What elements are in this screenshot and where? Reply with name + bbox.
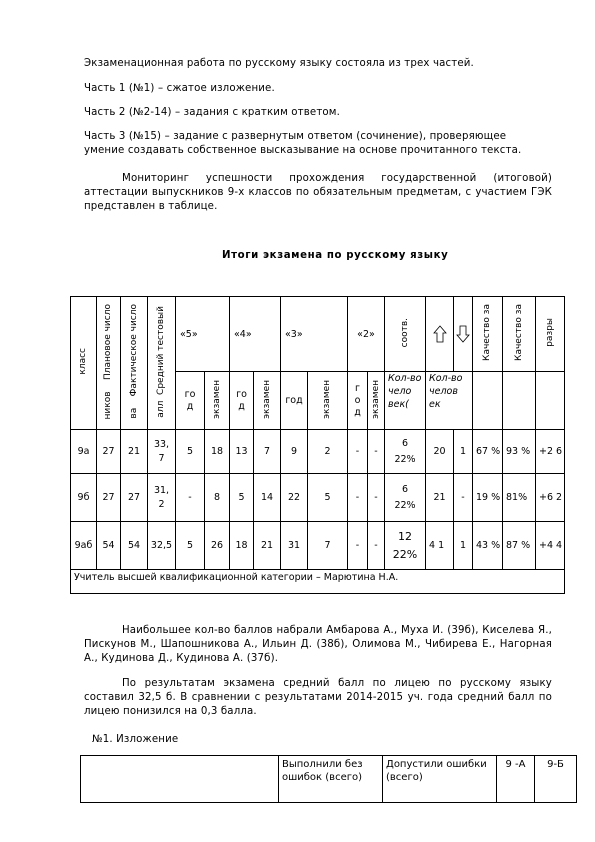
cell-up: 21 [426,474,454,522]
table-caption: Итоги экзамена по русскому языку [222,250,449,261]
header-match: соотв. [385,297,426,372]
header-actual: ва Фактическое число [121,297,148,430]
empty-cell [536,372,565,430]
cell-class: 9аб [71,522,97,570]
header-down-arrow [454,297,473,372]
cell-match: 6 22% [385,474,426,522]
cell-g3-year: 22 [281,474,308,522]
header-difference: разры [536,297,565,372]
top-scorers-paragraph: Наибольшее кол-во баллов набрали Амбарова А., Муха И. (39б), Киселева Я., Пискунов М., Шапошникова А., Ильин Д. (38б), Олимова М., Чибирева Е., Нагорная А., Кудинова Д., Кудинова А. (37б). [84,625,552,664]
cell-actual: 27 [121,474,148,522]
subheader-year: го д [176,372,205,430]
header-grade-5: «5» [176,297,230,372]
section-title: №1. Изложение [92,734,179,745]
cell-avg: 33,7 [148,430,176,474]
subheader-year: г о д [348,372,368,430]
cell-actual: 21 [121,430,148,474]
cell-match: 12 22% [385,522,426,570]
cell-quality-1: 19 % [473,474,503,522]
cell-down: - [454,474,473,522]
cell-g4-exam: 14 [254,474,281,522]
down-arrow-icon [456,325,470,343]
cell-down: 1 [454,522,473,570]
cell-actual: 54 [121,522,148,570]
errors-table [80,755,577,803]
subheader-year: год [281,372,308,430]
average-score-paragraph: По результатам экзамена средний балл по лицею по русскому языку составил 32,5 б. В сравнении с результатами 2014-2015 уч. года средний балл по лицею понизился на 0,3 балла. [84,678,552,717]
cell-g3-year: 9 [281,430,308,474]
header-class-9a: 9 -А [497,756,535,803]
cell-g3-exam: 5 [308,474,348,522]
cell-g5-exam: 8 [205,474,230,522]
cell-planned: 27 [97,430,121,474]
results-table [70,296,565,594]
empty-cell [81,756,279,803]
subheader-exam: экзамен [368,372,385,430]
cell-avg: 31,2 [148,474,176,522]
cell-g2-year: - [348,474,368,522]
header-quality-1: Качество за [473,297,503,372]
header-class: класс [71,297,97,430]
table-row [71,522,565,570]
cell-planned: 27 [97,474,121,522]
cell-difference: +4 4 [536,522,565,570]
cell-up: 20 [426,430,454,474]
cell-g3-year: 31 [281,522,308,570]
part-1: Часть 1 (№1) – сжатое изложение. [84,83,275,94]
header-class-9b: 9-Б [535,756,577,803]
monitoring-paragraph: Мониторинг успешности прохождения государственной (итоговой) аттестации выпускников 9-х классов по обязательным предметам, с участием ГЭК представлен в таблице. [84,173,552,212]
cell-g4-year: 18 [230,522,254,570]
cell-quality-1: 67 % [473,430,503,474]
subheader-exam: экзамен [308,372,348,430]
cell-g5-year: - [176,474,205,522]
cell-g5-year: 5 [176,430,205,474]
cell-quality-2: 81% [503,474,536,522]
cell-g2-year: - [348,522,368,570]
cell-difference: +6 2 [536,474,565,522]
cell-g4-year: 5 [230,474,254,522]
empty-cell [473,372,503,430]
header-planned: ников Плановое число [97,297,121,430]
cell-g4-year: 13 [230,430,254,474]
subheader-exam: экзамен [254,372,281,430]
cell-g2-exam: - [368,522,385,570]
cell-g2-exam: - [368,430,385,474]
cell-g5-exam: 26 [205,522,230,570]
part-2: Часть 2 (№2-14) – задания с кратким ответом. [84,107,341,118]
cell-down: 1 [454,430,473,474]
cell-g3-exam: 2 [308,430,348,474]
subheader-count-match: Кол-во чело век( [385,372,426,430]
cell-g2-exam: - [368,474,385,522]
table-row [71,430,565,474]
cell-up: 4 1 [426,522,454,570]
header-grade-4: «4» [230,297,281,372]
cell-g5-exam: 18 [205,430,230,474]
cell-planned: 54 [97,522,121,570]
header-grade-2: «2» [348,297,385,372]
cell-g3-exam: 7 [308,522,348,570]
cell-class: 9б [71,474,97,522]
up-arrow-icon [433,325,447,343]
cell-class: 9а [71,430,97,474]
header-no-errors: Выполнили без ошибок (всего) [279,756,383,803]
teacher-signature: Учитель высшей квалификационной категории – Марютина Н.А. [71,570,565,594]
cell-quality-1: 43 % [473,522,503,570]
cell-match: 6 22% [385,430,426,474]
header-with-errors: Допустили ошибки (всего) [383,756,497,803]
empty-cell [503,372,536,430]
header-avg: алл Средний тестовый [148,297,176,430]
cell-g4-exam: 7 [254,430,281,474]
part-3: Часть 3 (№15) – задание с развернутым ответом (сочинение), проверяющее умение создавать собственное высказывание на основе прочитанного текста. [84,131,522,156]
table-row [71,474,565,522]
header-up-arrow [426,297,454,372]
cell-quality-2: 93 % [503,430,536,474]
cell-g4-exam: 21 [254,522,281,570]
header-quality-2: Качество за [503,297,536,372]
intro-line: Экзаменационная работа по русскому языку состояла из трех частей. [84,58,474,69]
subheader-year: го д [230,372,254,430]
cell-g2-year: - [348,430,368,474]
subheader-count-people: Кол-во челов ек [426,372,473,430]
cell-avg: 32,5 [148,522,176,570]
cell-quality-2: 87 % [503,522,536,570]
cell-g5-year: 5 [176,522,205,570]
header-grade-3: «3» [281,297,348,372]
subheader-exam: экзамен [205,372,230,430]
cell-difference: +2 6 [536,430,565,474]
